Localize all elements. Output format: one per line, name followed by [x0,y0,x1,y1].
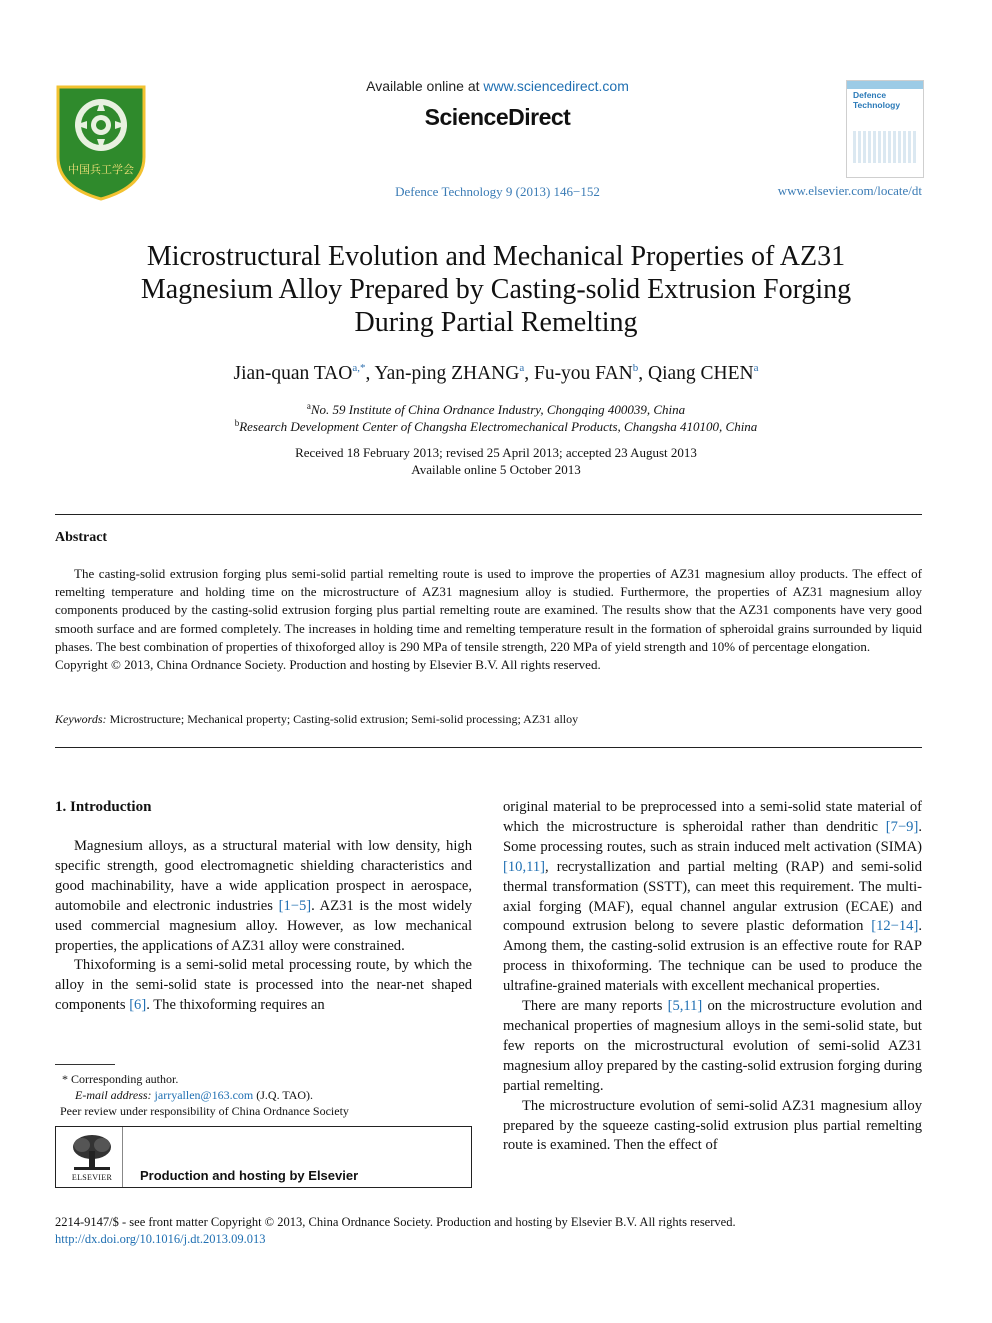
citation-link[interactable]: [10,11] [503,858,546,875]
author-separator: , [638,363,648,384]
affiliation [60,401,932,418]
text: on the microstructure evolution and mechanical properties of magnesium alloys in the semi-solid state, but few reports on the microstructural evolution of semi-solid AZ31 magnesium alloy prepared by the casting-solid extrusion forging during partial remelting. [503,998,922,1094]
title-line: Microstructural Evolution and Mechanical Properties of AZ31 [146,241,846,272]
affiliation-text: Research Development Center of Changsha Electromechanical Products, Changsha 410100, China [239,419,758,434]
elsevier-logo [68,1133,116,1183]
divider [55,514,922,515]
author-name: Jian-quan TAO [233,363,353,384]
title-line: Magnesium Alloy Prepared by Casting-solid Extrusion Forging [140,274,852,305]
society-logo-text: 中国兵工学会 [68,163,134,176]
author-affiliation-mark[interactable]: a,* [352,362,366,374]
elsevier-hosting-box [55,1126,472,1188]
abstract-heading: Abstract [55,530,108,545]
elsevier-wordmark: ELSEVIER [71,1173,113,1182]
author-list [60,362,932,385]
text: . AZ31 is the most widely used commercial magnesium alloy. However, as low mechanical properties, the applications of AZ31 alloy were constrained. [55,897,472,954]
affiliation-text: No. 59 Institute of China Ordnance Industry, Chongqing 400039, China [310,402,686,417]
keywords-label: Keywords: [55,712,107,726]
hosting-label: Production and hosting by Elsevier [140,1168,359,1183]
article-title [60,240,932,339]
available-prefix: Available online at [366,78,484,94]
text: original material to be preprocessed into a semi-solid state material of which the microstructure is spheroidal rather than dendritic [503,799,922,835]
citation-link[interactable]: [6] [129,997,147,1014]
paragraph [503,997,922,1097]
footnote-rule [55,1064,115,1065]
citation-link[interactable]: [12−14] [871,918,919,935]
society-emblem-icon [54,83,148,201]
paragraph [55,956,472,1016]
author-name: Qiang CHEN [648,363,754,384]
column-right [503,798,922,1156]
available-online-date: Available online 5 October 2013 [411,462,581,477]
author-separator: , [365,363,375,384]
text: , recrystallization and partial melting (RAP) and semi-solid thermal transformation (SSTT), can meet this requirement. The multi-axial forging (MAF), equal channel angular extrusion (ECAE) and compound extrusion belong to severe plastic deformation [503,858,922,935]
brand-wordmark: ScienceDirect [424,104,571,130]
received-dates: Received 18 February 2013; revised 25 April 2013; accepted 23 August 2013 [295,445,697,460]
cover-title-line1: Defence [853,90,887,100]
citation-link[interactable]: [7−9] [885,818,919,835]
keywords [55,712,922,727]
author-affiliation-mark[interactable]: b [632,362,639,374]
author-name: Yan-ping ZHANG [374,363,520,384]
available-online [300,78,695,94]
abstract-body [55,565,922,674]
email-link[interactable]: jarryallen@163.com [154,1088,254,1102]
paragraph [503,798,922,997]
author-separator: , [524,363,534,384]
section-heading: 1. Introduction [55,799,152,815]
peer-review-note: Peer review under responsibility of China Ordnance Society [60,1104,349,1118]
affiliation [60,418,932,435]
author-affiliation-mark[interactable]: a [519,362,525,374]
journal-cover-thumbnail [846,80,924,178]
citation-link[interactable]: [5,11] [667,998,703,1015]
divider [55,747,922,748]
column-left [55,837,472,1016]
email-note [75,1087,313,1103]
keywords-list: Microstructure; Mechanical property; Casting-solid extrusion; Semi-solid processing; AZ31 alloy [109,712,579,726]
society-logo [54,83,148,201]
text: Thixoforming is a semi-solid metal processing route, by which the alloy in the semi-solid state is processed into the near-net shaped components [55,957,472,1014]
journal-reference: Defence Technology 9 (2013) 146−152 [395,184,600,199]
cover-image [853,131,917,163]
cover-title [853,91,900,110]
text: . Some processing routes, such as strain induced melt activation (SIMA) [503,818,922,855]
paragraph: The microstructure evolution of semi-solid AZ31 magnesium alloy prepared by the squeeze casting-solid extrusion plus partial remelting route is examined. Then the effect of [503,1097,922,1154]
abstract-copyright: Copyright © 2013, China Ordnance Society. Production and hosting by Elsevier B.V. All rights reserved. [55,657,601,673]
cover-title-line2: Technology [853,99,901,110]
doi-link[interactable]: http://dx.doi.org/10.1016/j.dt.2013.09.013 [55,1232,266,1246]
corresponding-author-note: * Corresponding author. [62,1072,179,1086]
text: There are many reports [522,998,668,1015]
email-label: E-mail address: [75,1088,155,1102]
citation-link[interactable]: [1−5] [278,897,312,914]
cover-band [847,81,923,89]
text: . The thixoforming requires an [146,997,325,1014]
divider [122,1127,123,1187]
author-name: Fu-you FAN [533,363,633,384]
abstract-text: The casting-solid extrusion forging plus semi-solid partial remelting route is used to improve the properties of AZ31 magnesium alloy products. The effect of remelting temperature and holding time on the microstructure of AZ31 magnesium alloy is studied. Furthermore, the properties of AZ31 magnesium alloy components produced by the casting-solid extrusion forging plus partial remelting route are examined. The results show that the AZ31 components have very good smooth surface and are formed completely. The increases in holding time and remelting temperature result in the formation of spheroidal grains surrounded by liquid phases. The best combination of properties of thixoforged alloy is 290 MPa of tensile strength, 220 MPa of yield strength and 10% of percentage elongation. [55,566,922,654]
elsevier-tree-icon [68,1133,116,1173]
email-suffix: (J.Q. TAO). [253,1088,314,1102]
author-affiliation-mark[interactable]: a [753,362,759,374]
title-line: During Partial Remelting [354,307,638,338]
affiliation-mark: b [234,418,240,428]
text: . Among them, the casting-solid extrusion is an effective route for RAP process in thixoforming. The technique can be used to produce the ultrafine-grained materials with excellent mechanical properties. [503,918,922,995]
sciencedirect-link[interactable]: www.sciencedirect.com [483,78,629,94]
paragraph [55,837,472,956]
journal-site-link[interactable]: www.elsevier.com/locate/dt [777,183,922,198]
affiliation-mark: a [306,401,311,411]
text: Magnesium alloys, as a structural material with low density, high specific strength, good electromagnetic shielding characteristics and good machinability, have a wide application prospect in aerospace, automobile and electronic industries [55,838,472,914]
issn-line: 2214-9147/$ - see front matter Copyright © 2013, China Ordnance Society. Production and hosting by Elsevier B.V. All rights reserved. [55,1215,736,1229]
